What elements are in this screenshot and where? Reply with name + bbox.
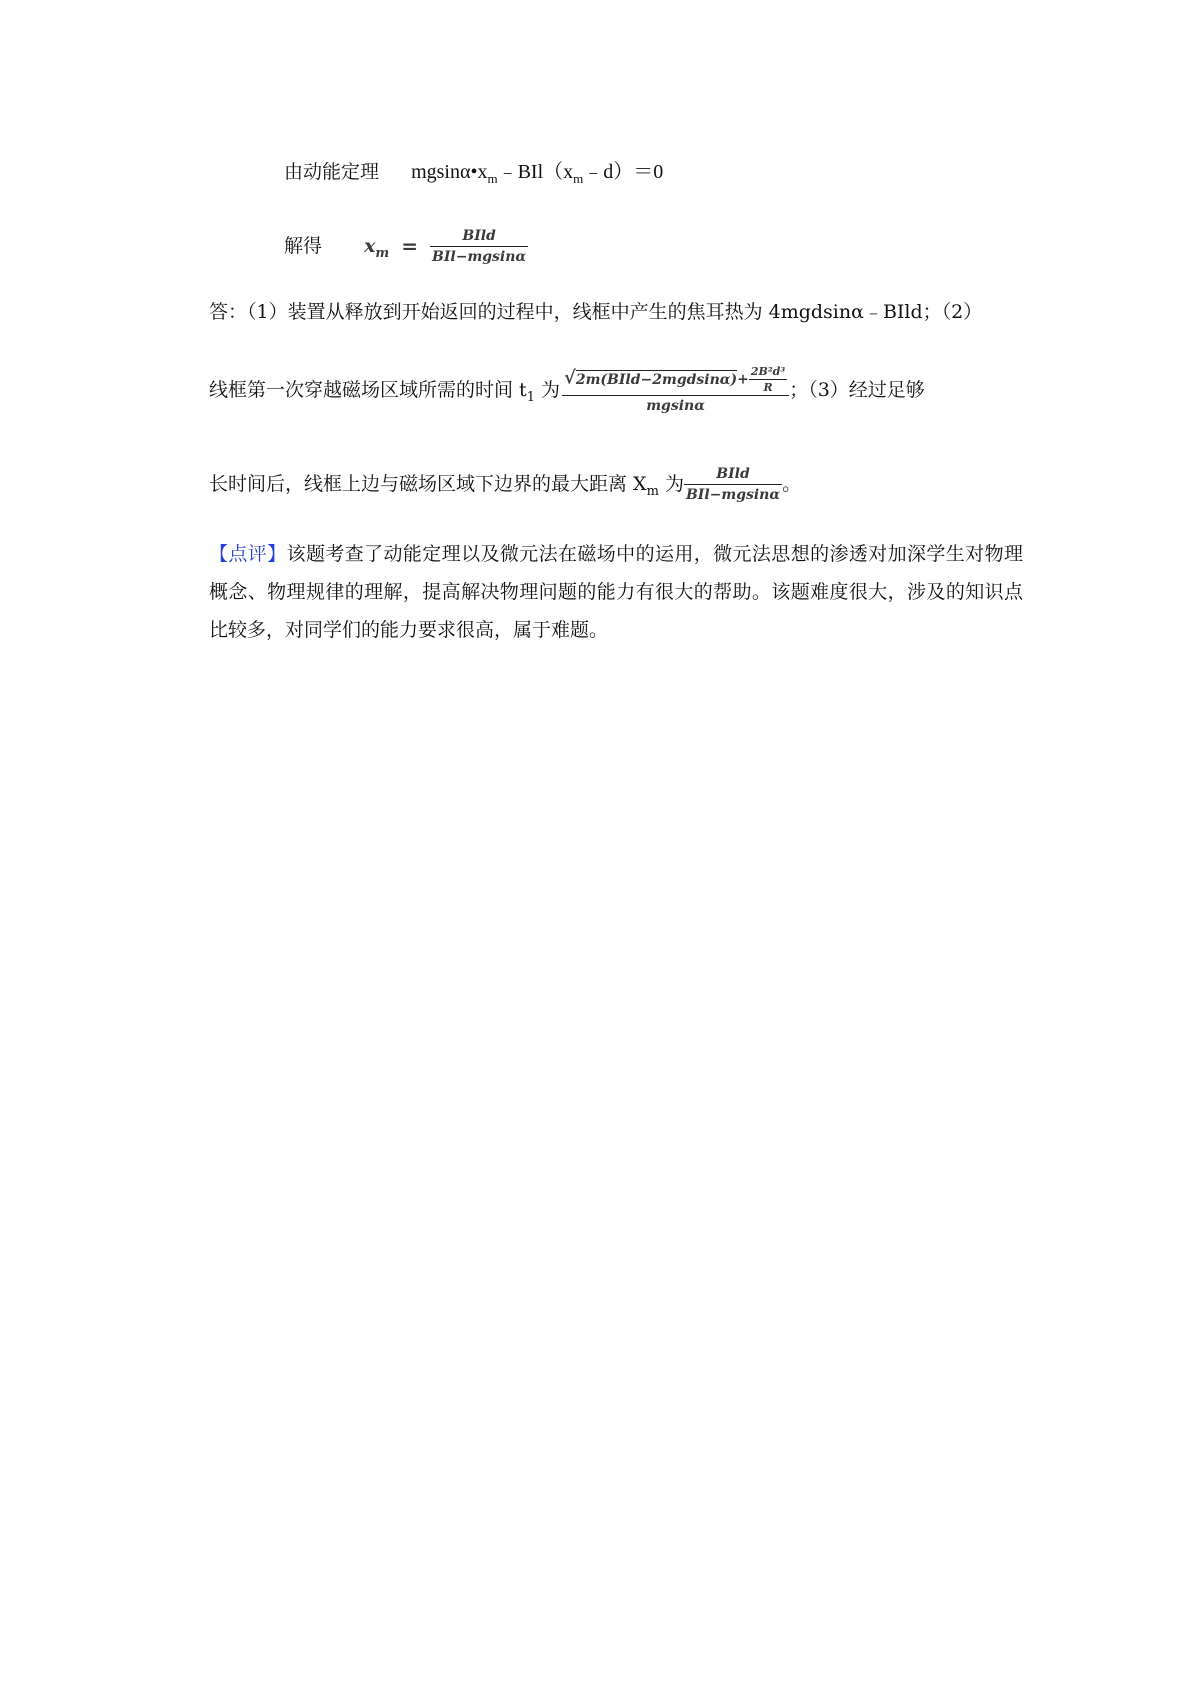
step1-equation <box>411 161 664 186</box>
eq-part-c: ﹣d）＝0 <box>583 161 664 183</box>
time-fraction-bar <box>562 395 789 396</box>
distance-verb: 为 <box>658 473 684 495</box>
solution-fraction <box>430 227 528 266</box>
answer-line-2-tail: ；（3）经过足够 <box>789 379 925 401</box>
distance-label: 长时间后，线框上边与磁场区域下边界的最大距离 X <box>209 473 647 495</box>
solution-line <box>284 220 528 271</box>
kinetic-energy-theorem-line <box>284 160 663 184</box>
lhs-variable: x <box>364 235 376 257</box>
comment-paragraph <box>209 535 1023 649</box>
distance-fraction-bar <box>684 484 782 485</box>
answer-line-2-text <box>209 379 561 405</box>
distance-numerator: BIld <box>716 465 750 482</box>
lhs-subscript: m <box>375 246 390 261</box>
time-denominator: mgsinα <box>646 398 705 414</box>
answer-line-3-tail: 。 <box>782 473 802 495</box>
comment-text: 该题考查了动能定理以及微元法在磁场中的运用，微元法思想的渗透对加深学生对物理概念、物理规律的理解，提高解决物理问题的能力有很大的帮助。该题难度很大，涉及的知识点比较多，对同学们的能力要求很高，属于难题。 <box>209 543 1023 641</box>
sqrt-sign: √ <box>564 367 576 389</box>
fraction-numerator: BIld <box>462 227 496 244</box>
fraction-bar <box>430 246 528 247</box>
plus-sign: + <box>737 371 749 388</box>
inner-bar <box>749 379 787 380</box>
answer-line-3-text <box>209 473 684 499</box>
distance-subscript: m <box>646 484 659 499</box>
eq-part-a: mgsinα•x <box>411 161 488 183</box>
answer-line-3 <box>209 456 801 511</box>
step1-label: 由动能定理 <box>284 161 380 183</box>
solution-lhs <box>364 235 390 261</box>
step2-label: 解得 <box>284 235 323 257</box>
distance-fraction <box>684 465 782 504</box>
time-verb: 为 <box>534 379 561 401</box>
sqrt-radicand: 2m(BIld−2mgdsinα) <box>575 371 738 388</box>
inner-numerator: 2B²d³ <box>750 365 786 378</box>
eq-part-b: ﹣BIl（x <box>497 161 574 183</box>
eq-subscript-m: m <box>573 171 584 186</box>
inner-denominator: R <box>763 381 773 394</box>
time-label: 线框第一次穿越磁场区域所需的时间 t <box>209 379 527 401</box>
eq-subscript-m: m <box>487 171 498 186</box>
time-subscript: 1 <box>526 390 535 405</box>
fraction-denominator: BIl−mgsinα <box>432 248 527 265</box>
equals-sign: = <box>401 234 418 258</box>
answer-line-1: 答：（1）装置从释放到开始返回的过程中，线框中产生的焦耳热为 4mgdsinα﹣BIld；（2） <box>209 301 983 323</box>
time-numerator <box>562 365 789 394</box>
distance-denominator: BIl−mgsinα <box>685 486 781 503</box>
answer-line-2 <box>209 354 925 425</box>
inner-fraction <box>749 365 787 394</box>
comment-tag: 【点评】 <box>209 543 287 565</box>
time-fraction <box>562 365 789 415</box>
